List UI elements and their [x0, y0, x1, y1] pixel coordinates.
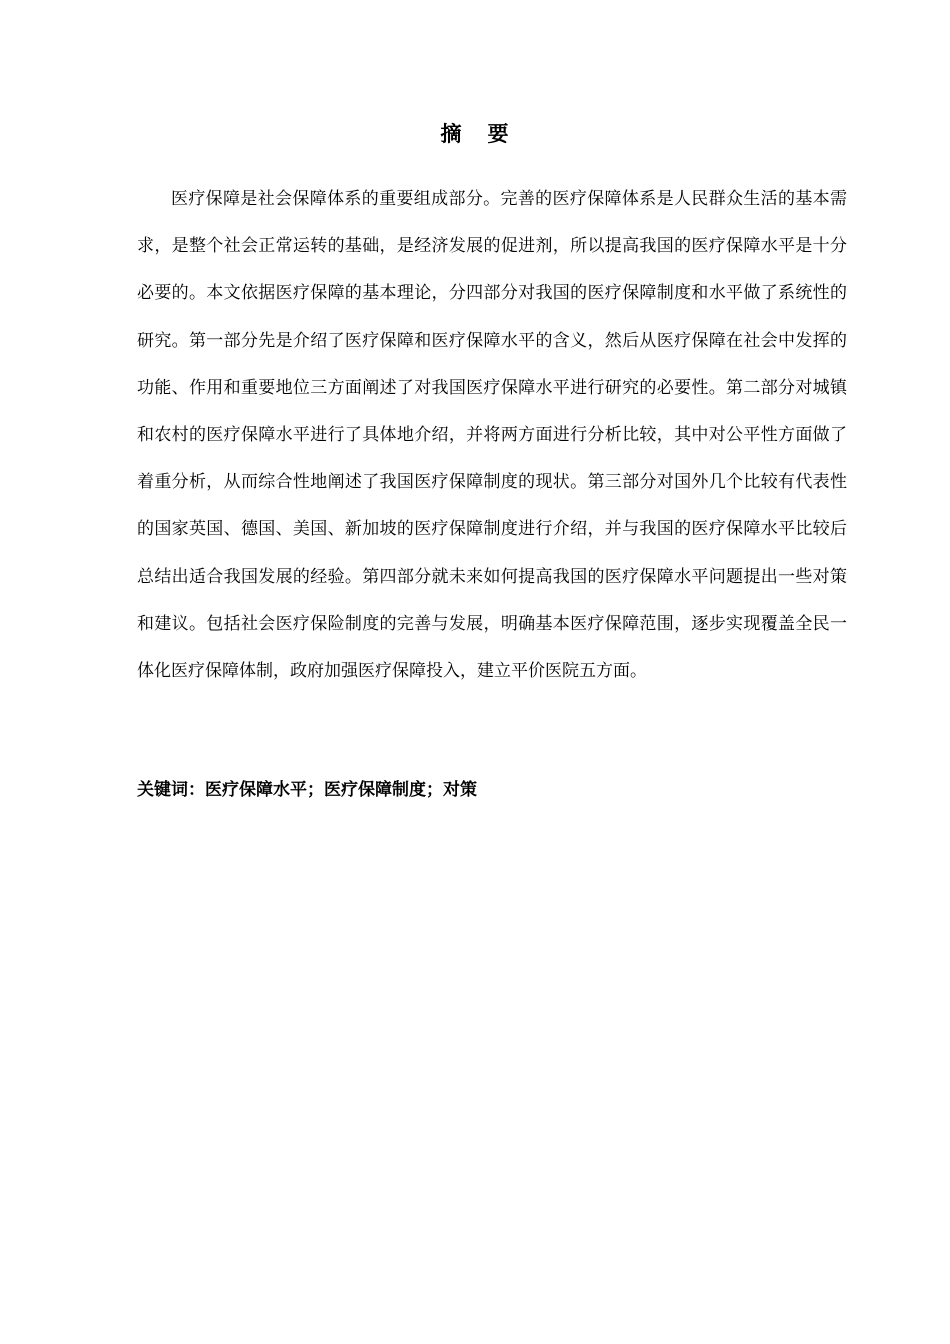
abstract-body: 医疗保障是社会保障体系的重要组成部分。完善的医疗保障体系是人民群众生活的基本需求，是整个社会正常运转的基础，是经济发展的促进剂，所以提高我国的医疗保障水平是十分必要的。本文依据医疗保障的基本理论，分四部分对我国的医疗保障制度和水平做了系统性的研究。第一部分先是介绍了医疗保障和医疗保障水平的含义，然后从医疗保障在社会中发挥的功能、作用和重要地位三方面阐述了对我国医疗保障水平进行研究的必要性。第二部分对城镇和农村的医疗保障水平进行了具体地介绍，并将两方面进行分析比较，其中对公平性方面做了着重分析，从而综合性地阐述了我国医疗保障制度的现状。第三部分对国外几个比较有代表性的国家英国、德国、美国、新加坡的医疗保障制度进行介绍，并与我国的医疗保障水平比较后总结出适合我国发展的经验。第四部分就未来如何提高我国的医疗保障水平问题提出一些对策和建议。包括社会医疗保险制度的完善与发展，明确基本医疗保障范围，逐步实现覆盖全民一体化医疗保障体制，政府加强医疗保障投入，建立平价医院五方面。: [137, 189, 847, 682]
abstract-title: 摘要: [440, 122, 535, 146]
keywords-line: [137, 775, 477, 800]
keywords-values: 医疗保障水平；医疗保障制度；对策: [205, 780, 477, 800]
keywords-label: 关键词：: [137, 780, 205, 800]
